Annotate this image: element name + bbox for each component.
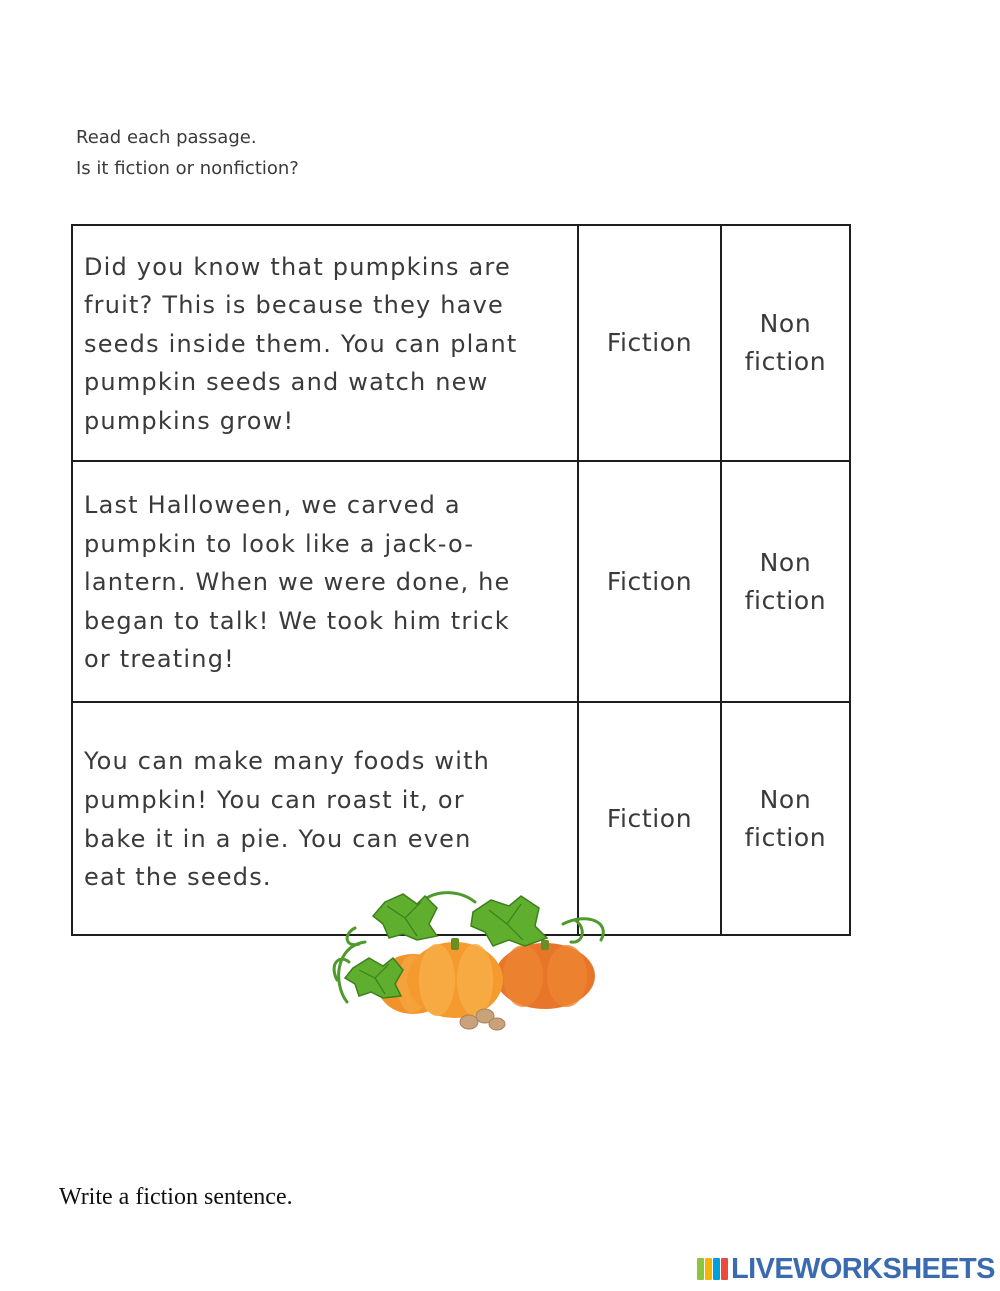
- passage-text-3: You can make many foods with pumpkin! You can roast it, or bake it in a pie. You can even eat the seeds.: [72, 702, 578, 935]
- pumpkins-icon: [325, 884, 615, 1039]
- passage-row: [72, 461, 850, 702]
- passages-table: [71, 224, 851, 936]
- instruction-line-2: Is it fiction or nonfiction?: [76, 158, 299, 179]
- liveworksheets-logo: [697, 1252, 995, 1286]
- fiction-sentence-prompt: Write a fiction sentence.: [59, 1184, 293, 1210]
- nonfiction-option-3[interactable]: Non fiction: [721, 702, 850, 935]
- pumpkins-illustration: [325, 884, 615, 1043]
- fiction-option-2[interactable]: Fiction: [578, 461, 721, 702]
- passage-text-1: Did you know that pumpkins are fruit? This is because they have seeds inside them. You can plant pumpkin seeds and watch new pumpkins grow!: [72, 225, 578, 461]
- brand-name: LIVEWORKSHEETS: [731, 1253, 995, 1285]
- instruction-line-1: Read each passage.: [76, 127, 257, 148]
- passage-row: [72, 225, 850, 461]
- fiction-option-1[interactable]: Fiction: [578, 225, 721, 461]
- nonfiction-option-2[interactable]: Non fiction: [721, 461, 850, 702]
- instructions: [76, 122, 299, 184]
- liveworksheets-icon: [697, 1258, 728, 1280]
- passage-text-2: Last Halloween, we carved a pumpkin to look like a jack-o- lantern. When we were done, he began to talk! We took him trick or treating!: [72, 461, 578, 702]
- fiction-option-3[interactable]: Fiction: [578, 702, 721, 935]
- nonfiction-option-1[interactable]: Non fiction: [721, 225, 850, 461]
